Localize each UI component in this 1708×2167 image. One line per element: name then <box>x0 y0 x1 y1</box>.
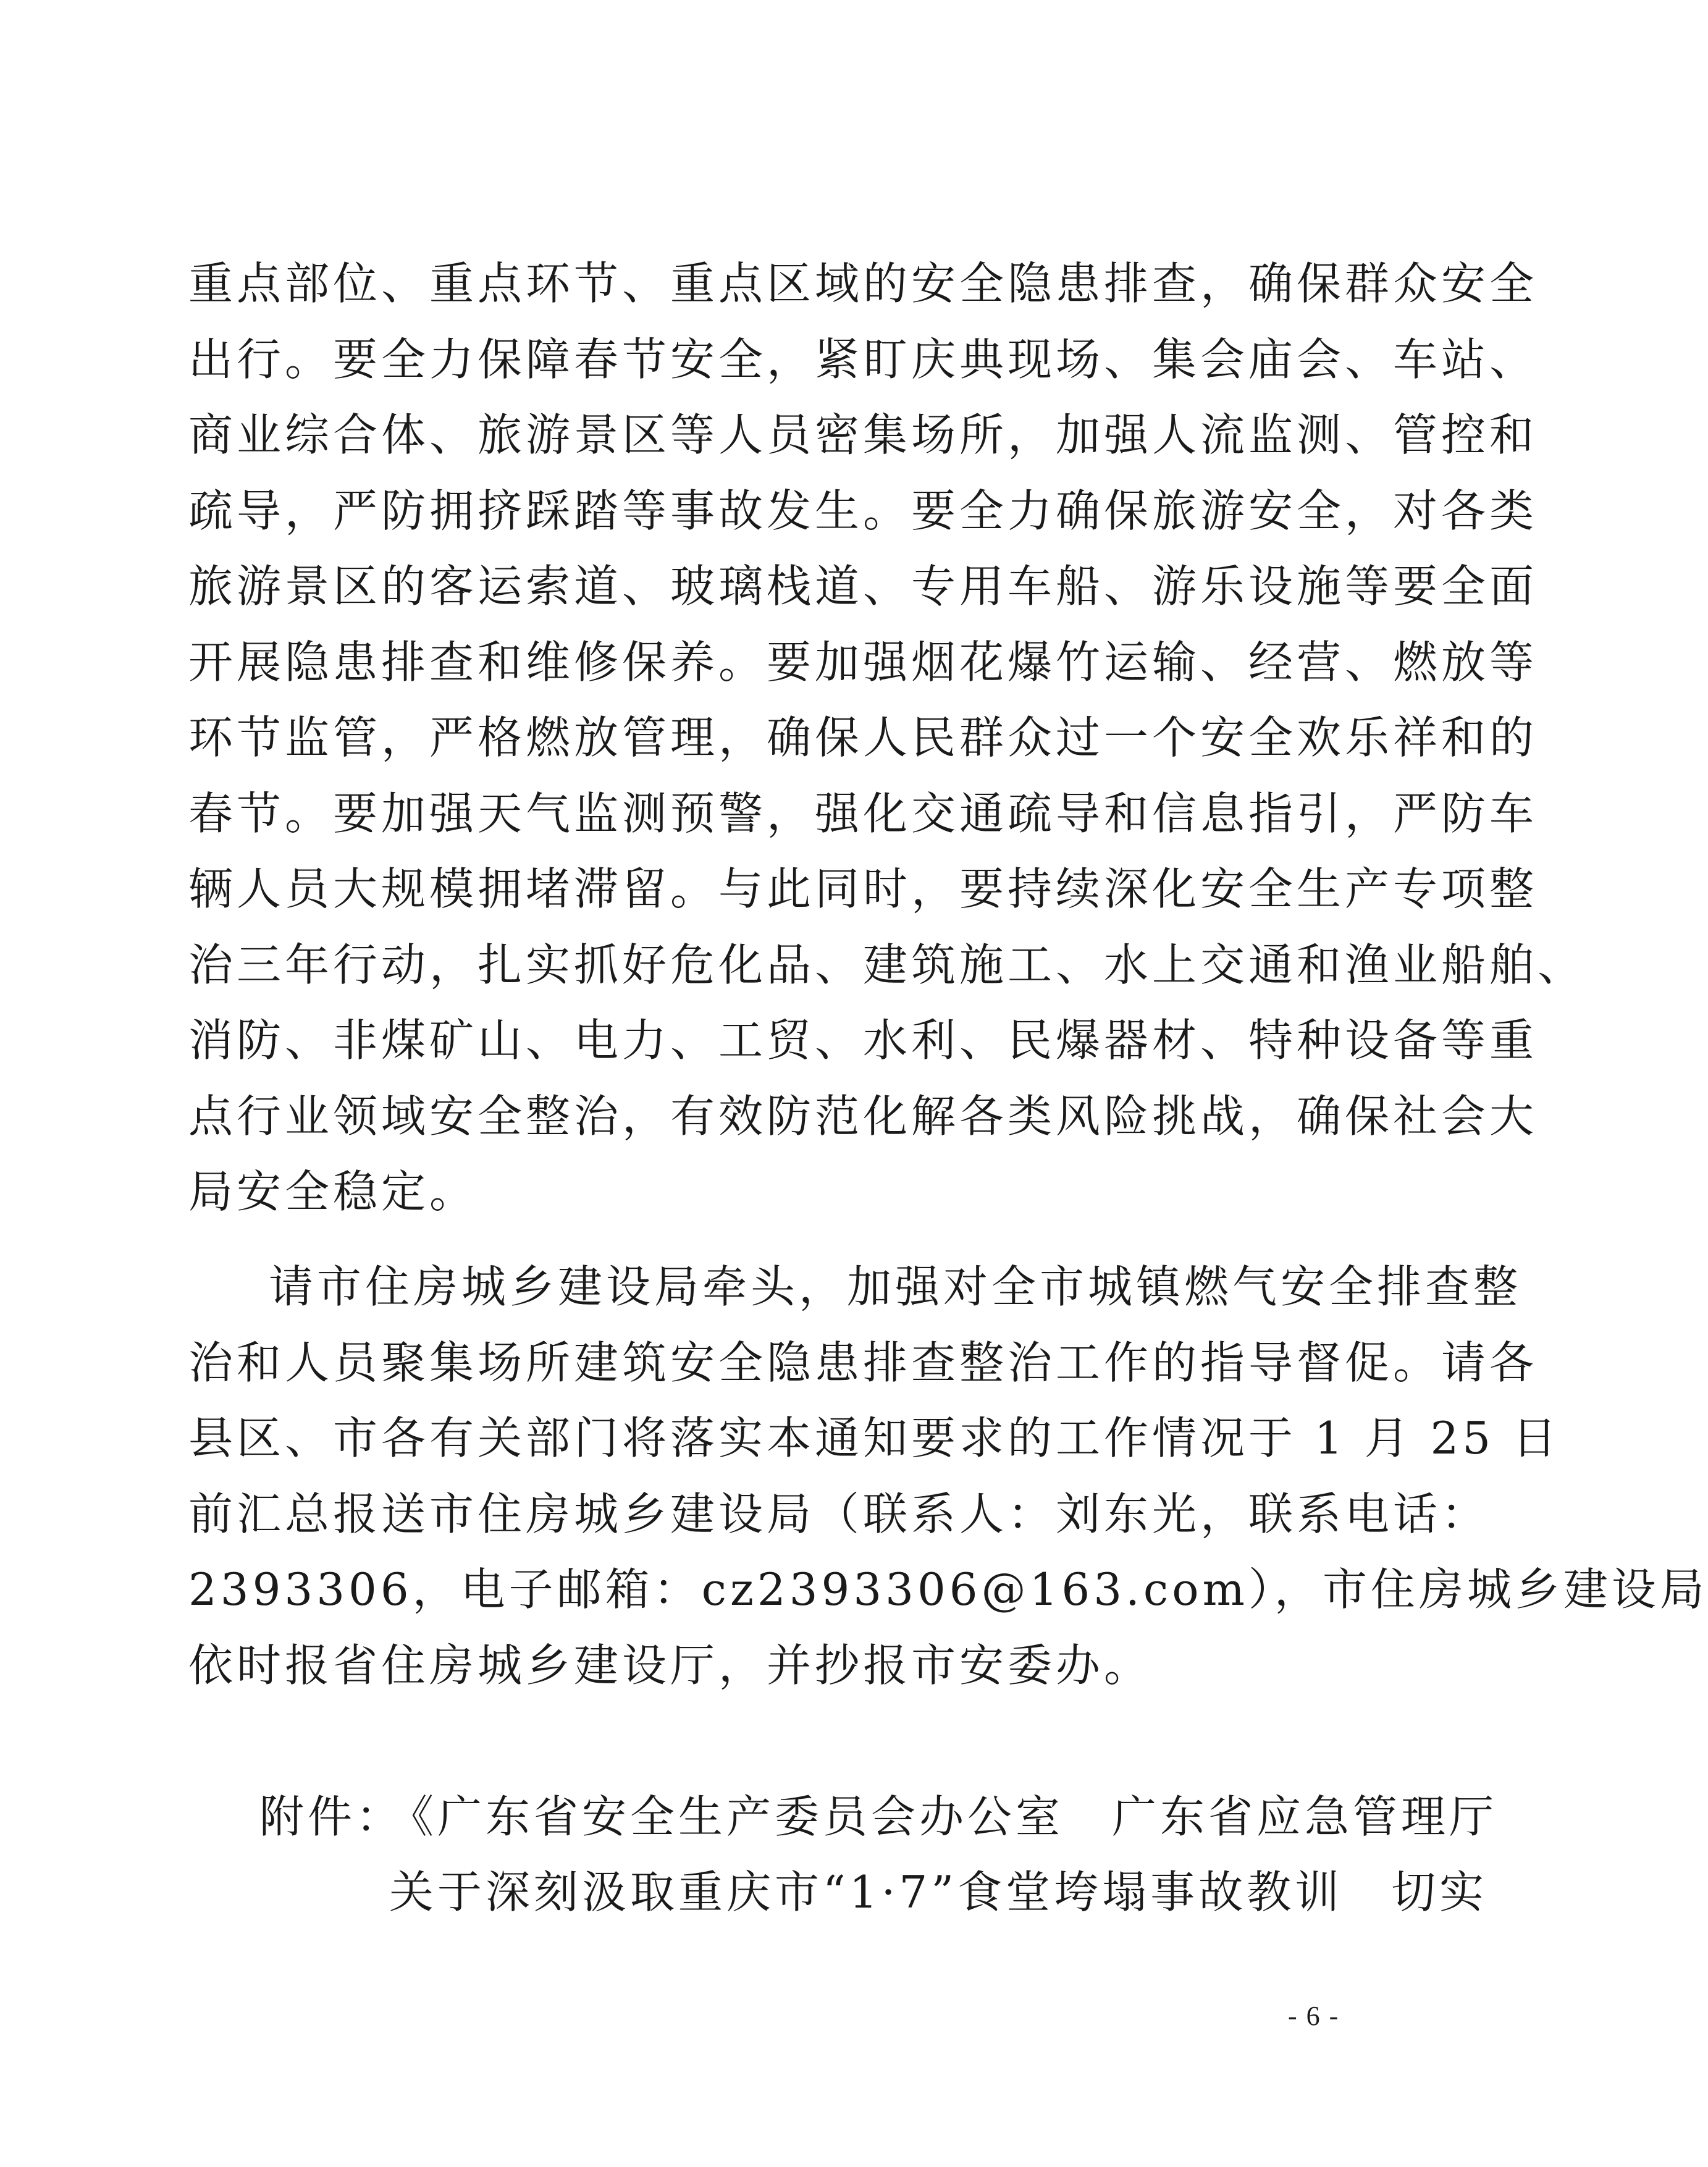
paragraph-line: 依时报省住房城乡建设厅，并抄报市安委办。 <box>188 1639 1153 1691</box>
paragraph-line: 旅游景区的客运索道、玻璃栈道、专用车船、游乐设施等要全面 <box>188 560 1538 612</box>
paragraph-line: 辆人员大规模拥堵滞留。与此同时，要持续深化安全生产专项整 <box>188 863 1538 915</box>
paragraph-line: 商业综合体、旅游景区等人员密集场所，加强人流监测、管控和 <box>188 409 1538 461</box>
paragraph-line: 消防、非煤矿山、电力、工贸、水利、民爆器材、特种设备等重 <box>188 1014 1538 1066</box>
paragraph-line: 环节监管，严格燃放管理，确保人民群众过一个安全欢乐祥和的 <box>188 712 1538 764</box>
paragraph-line: 出行。要全力保障春节安全，紧盯庆典现场、集会庙会、车站、 <box>188 333 1538 385</box>
paragraph-line: 疏导，严防拥挤踩踏等事故发生。要全力确保旅游安全，对各类 <box>188 484 1538 537</box>
paragraph-line: 开展隐患排查和维修保养。要加强烟花爆竹运输、经营、燃放等 <box>188 636 1538 688</box>
paragraph-line: 2393306，电子邮箱：cz2393306@163.com），市住房城乡建设局 <box>188 1563 1708 1615</box>
paragraph-line: 请市住房城乡建设局牵头，加强对全市城镇燃气安全排查整 <box>269 1261 1522 1313</box>
paragraph-line: 治和人员聚集场所建筑安全隐患排查整治工作的指导督促。请各 <box>188 1336 1538 1389</box>
paragraph-1 <box>188 246 1586 1230</box>
attachment-label: 附件： <box>259 1791 405 1843</box>
paragraph-line: 春节。要加强天气监测预警，强化交通疏导和信息指引，严防车 <box>188 787 1538 839</box>
attachment-row <box>259 1779 1498 1854</box>
paragraph-2 <box>188 1249 1708 1703</box>
paragraph-line: 治三年行动，扎实抓好危化品、建筑施工、水上交通和渔业船舶、 <box>188 938 1586 991</box>
paragraph-line: 前汇总报送市住房城乡建设局（联系人：刘东光，联系电话： <box>188 1487 1490 1540</box>
attachment-block <box>259 1779 1498 1930</box>
paragraph-line: 县区、市各有关部门将落实本通知要求的工作情况于 1 月 25 日 <box>188 1412 1560 1464</box>
paragraph-line: 点行业领域安全整治，有效防范化解各类风险挑战，确保社会大 <box>188 1090 1538 1142</box>
attachment-title-line-1: 《广东省安全生产委员会办公室 广东省应急管理厅 <box>389 1791 1498 1843</box>
page-number: - 6 - <box>1288 2001 1340 2031</box>
paragraph-line: 重点部位、重点环节、重点区域的安全隐患排查，确保群众安全 <box>188 258 1538 309</box>
attachment-title-line-2: 关于深刻汲取重庆市“1·7”食堂垮塌事故教训 切实 <box>389 1866 1488 1918</box>
paragraph-line: 局安全稳定。 <box>188 1166 478 1218</box>
